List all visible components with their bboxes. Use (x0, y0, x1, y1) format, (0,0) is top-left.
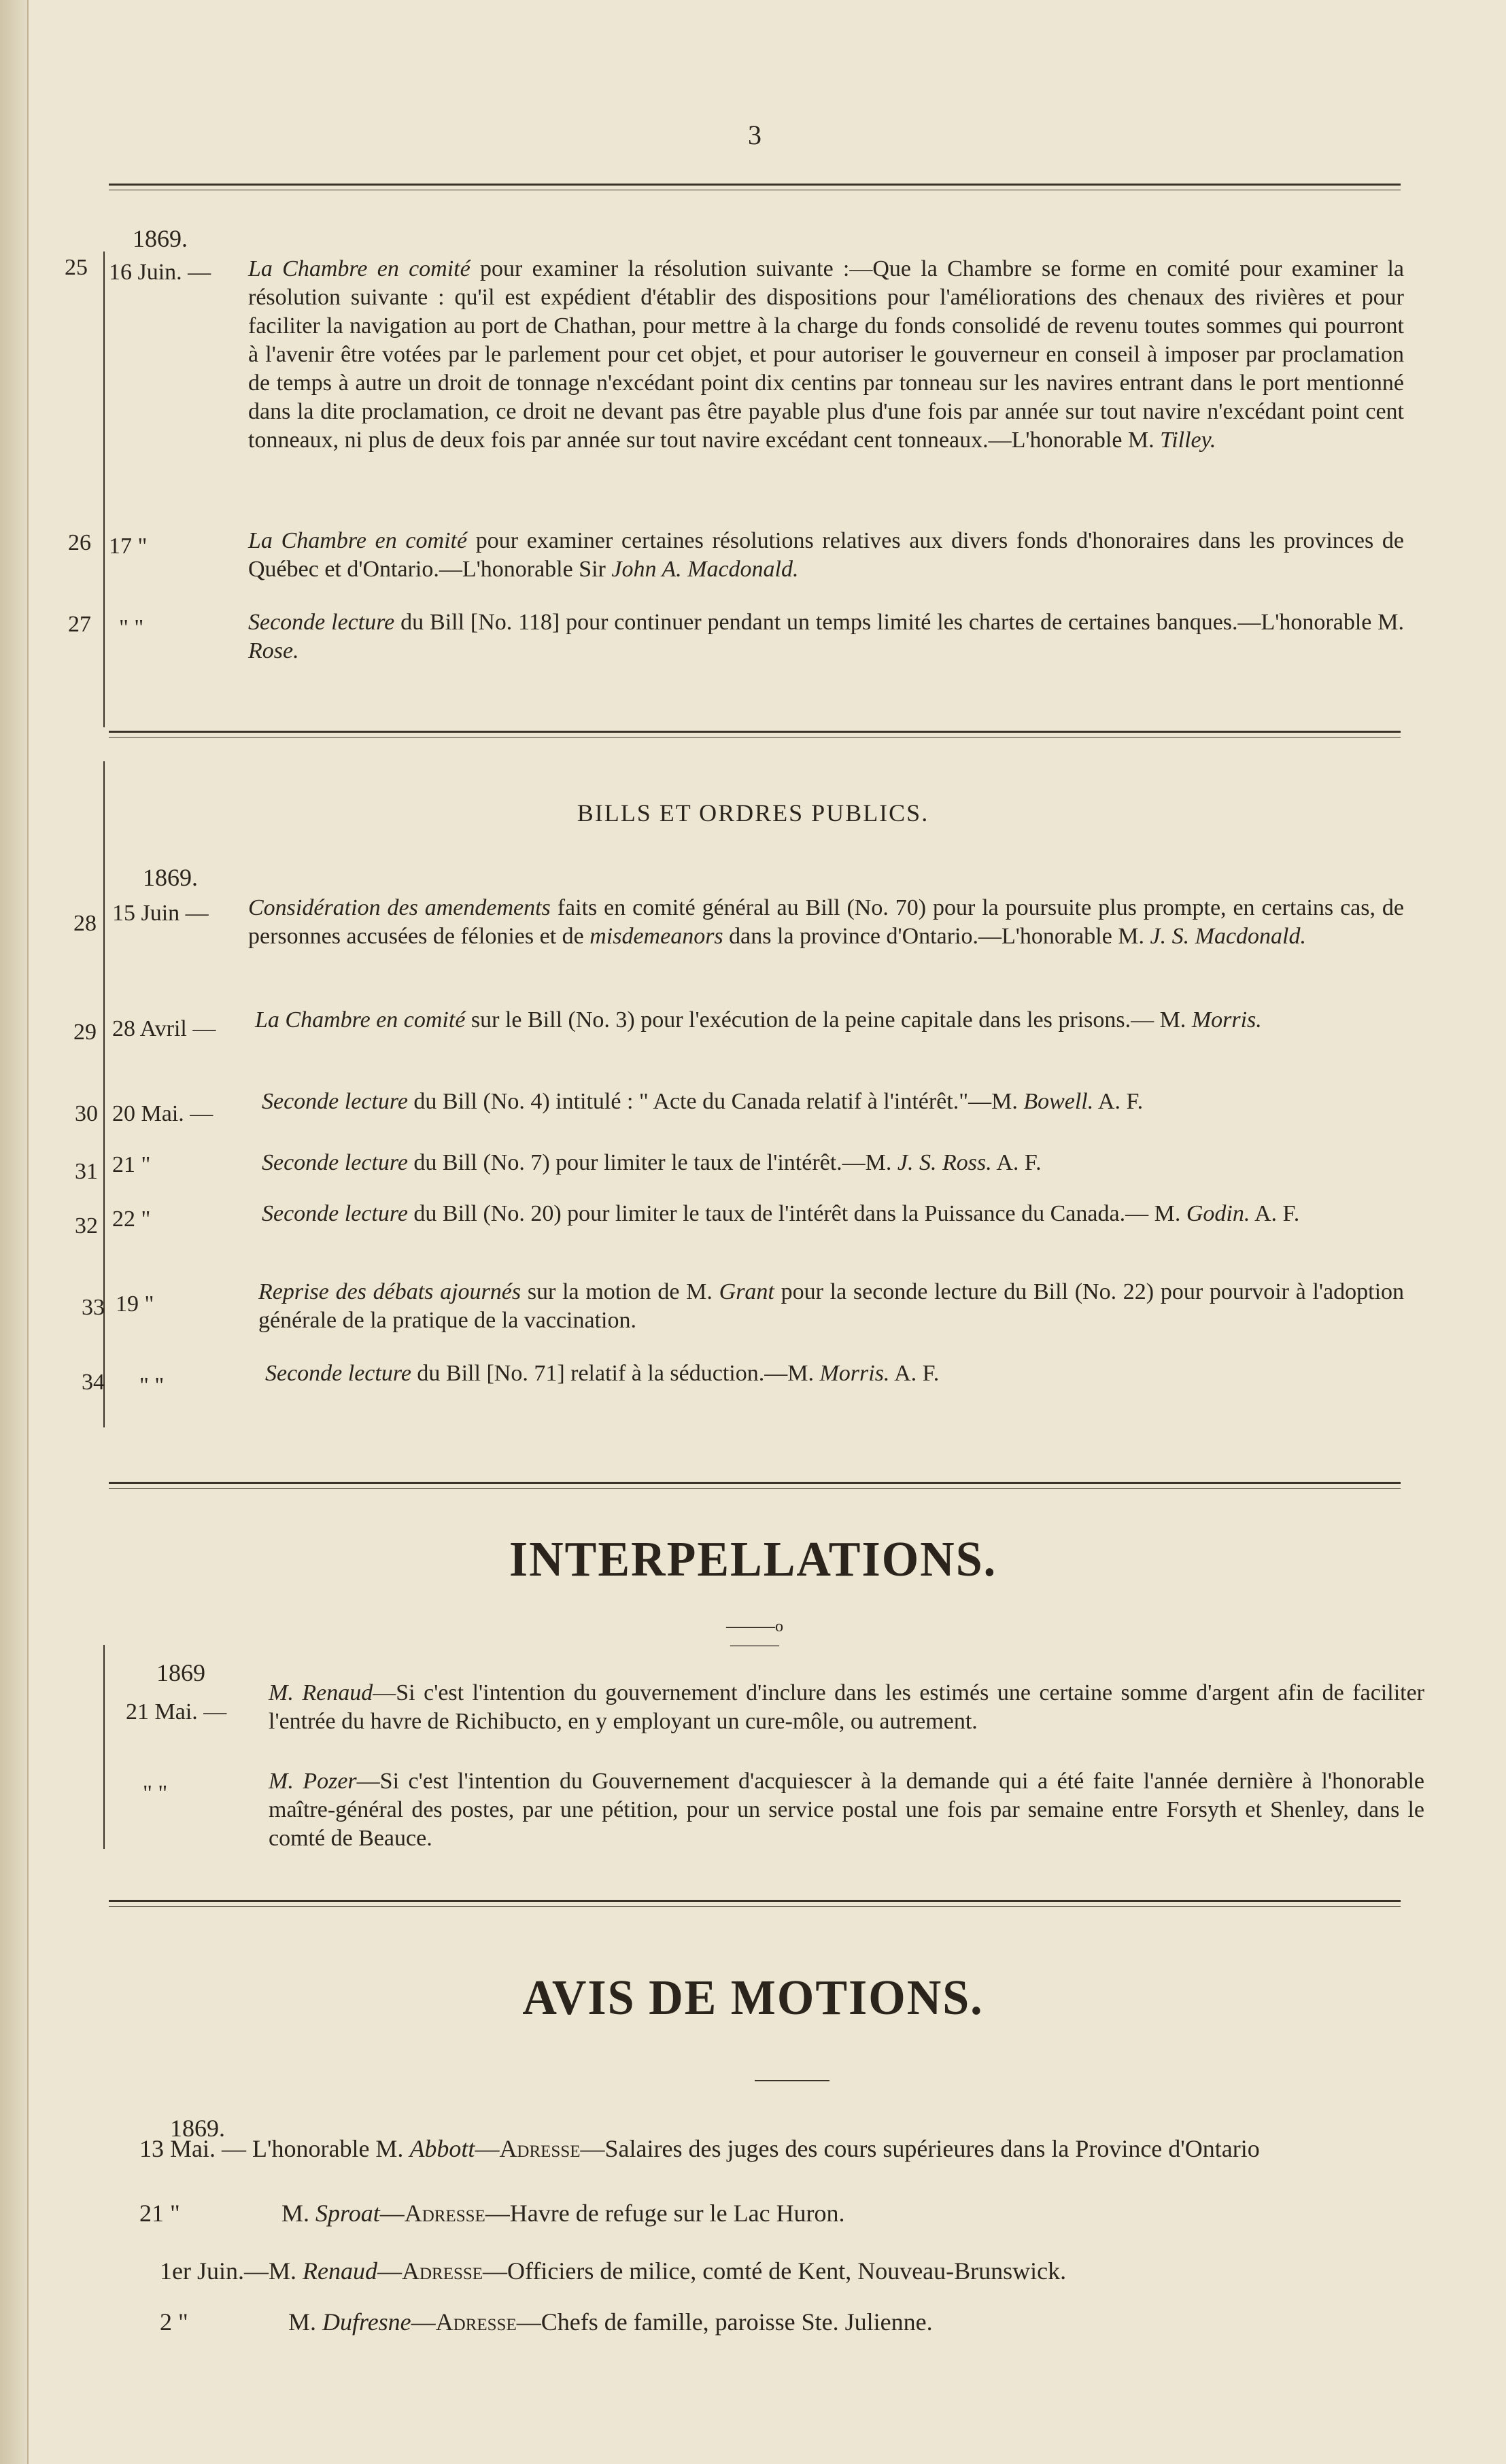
entry-body: Havre de refuge sur le Lac Huron. (509, 2200, 845, 2227)
interpellations-heading: INTERPELLATIONS. (509, 1532, 997, 1587)
entry-member: Godin. (1186, 1201, 1250, 1226)
entry-body: du Bill (No. 7) pour limiter le taux de l'intérêt.—M. (413, 1150, 892, 1175)
entry-title: La Chambre en comité (248, 528, 468, 553)
entry-date: 21 Mai. — (126, 1699, 227, 1724)
entry-prefix: M. (288, 2308, 317, 2336)
entry-suffix: A. F. (1254, 1201, 1300, 1226)
entry-member: John A. Macdonald. (611, 557, 799, 582)
motions-heading: AVIS DE MOTIONS. (522, 1971, 984, 2026)
section-rule (109, 1482, 1401, 1489)
entry-member: Tilley. (1160, 428, 1216, 453)
entry-body: faits en comité général au Bill (No. 70) pour la poursuite plus prompte, en certains cas, de personnes accusées de félonies et de (248, 895, 1404, 949)
entry-date: " " (119, 615, 144, 640)
entry-title: Reprise des débats ajournés (258, 1279, 521, 1304)
page-number: 3 (748, 120, 761, 150)
entry-number: 31 (75, 1159, 98, 1184)
motion-abbott (139, 2134, 1404, 2163)
year-label: 1869 (156, 1659, 205, 1686)
entry-date: 16 Juin. — (109, 260, 211, 285)
entry-number: 30 (75, 1101, 98, 1126)
entry-suffix: A. F. (996, 1150, 1042, 1175)
entry-body: Salaires des juges des cours supérieures dans la Province d'Ontario (604, 2135, 1260, 2162)
entry-kind: —Adresse— (411, 2308, 541, 2336)
entry-prefix: M. (268, 2257, 296, 2285)
entry-member: Dufresne (322, 2308, 411, 2336)
entry-suffix: A. F. (1097, 1089, 1144, 1114)
entry-number: 27 (68, 612, 91, 637)
entry-title: La Chambre en comité (255, 1007, 466, 1033)
entry-date: 21 " (112, 1152, 151, 1177)
year-label: 1869. (143, 864, 198, 891)
entry-kind: —Adresse— (377, 2257, 508, 2285)
entry-text (262, 1200, 1404, 1228)
entry-text (269, 1679, 1424, 1736)
entry-text (248, 527, 1404, 584)
entry-member: J. S. Macdonald. (1150, 924, 1306, 949)
entry-body: du Bill (No. 20) pour limiter le taux de l'intérêt dans la Puissance du Canada.— M. (413, 1201, 1181, 1226)
entry-date: 15 Juin — (112, 901, 209, 926)
entry-date: 22 " (112, 1207, 151, 1232)
entry-body: pour examiner la résolution suivante :—Que la Chambre se forme en comité pour examiner la résolution suivante : qu'il est expédient d'établir des dispositions pour l'améliorations des chenaux des rivières et pour faciliter la navigation au port de Chathan, pour mettre à la charge du fonds consolidé de revenu toutes sommes qui pourront à l'avenir être votées par le parlement pour cet objet, et pour autoriser le gouverneur en conseil à imposer par proclamation de temps à autre un droit de tonnage n'excédant point dix centins par tonneau sur les navires entrant dans le port mentionné dans la dite proclamation, ce droit ne devant pas être payable plus d'une fois par année sur tout navire n'excédant point cent tonneaux, ni plus de deux fois par année sur tout navire excédant cent tonneaux.—L'honorable M. (248, 256, 1405, 453)
entry-body: du Bill (No. 4) intitulé : " Acte du Canada relatif à l'intérêt."—M. (413, 1089, 1018, 1114)
entry-text (248, 608, 1404, 665)
entry-text (255, 1006, 1404, 1035)
entry-body: Chefs de famille, paroisse Ste. Julienne. (541, 2308, 933, 2336)
entry-date: 19 " (116, 1291, 154, 1317)
section-rule (109, 731, 1401, 738)
entry-text (248, 255, 1404, 455)
entry-text (262, 1088, 1404, 1116)
entry-number: 34 (82, 1370, 105, 1395)
entry-italic: misdemeanors (589, 924, 723, 949)
entry-body: sur la motion de M. (527, 1279, 713, 1304)
entry-italic: Grant (719, 1279, 774, 1304)
entry-number: 28 (73, 911, 97, 936)
entry-prefix: M. (281, 2200, 310, 2227)
entry-body: —Si c'est l'intention du Gouvernement d'acquiescer à la demande qui a été faite l'année dernière à l'honorable maître-général des postes, par une pétition, pour un service postal une fois par semaine entre Forsyth et Shenley, dans le comté de Beauce. (269, 1769, 1425, 1851)
entry-body: Officiers de milice, comté de Kent, Nouveau-Brunswick. (507, 2257, 1067, 2285)
entry-number: 32 (75, 1213, 98, 1238)
entry-title: Considération des amendements (248, 895, 551, 920)
entry-member: Morris. (1191, 1007, 1262, 1033)
motion-renaud (160, 2257, 1404, 2285)
entry-kind: —Adresse— (379, 2200, 510, 2227)
bills-heading: BILLS ET ORDRES PUBLICS. (577, 799, 929, 827)
entry-prefix: L'honorable M. (252, 2135, 404, 2162)
entry-date: 1er Juin.— (160, 2257, 269, 2285)
entry-date: " " (143, 1781, 168, 1806)
top-rule (109, 184, 1401, 190)
entry-member: Renaud (303, 2257, 377, 2285)
entry-title: Seconde lecture (262, 1201, 408, 1226)
entry-text (248, 894, 1404, 951)
entry-suffix: A. F. (894, 1361, 940, 1386)
entry-body-cont: pour la seconde lecture du Bill (No. 22) pour pourvoir à l'adoption générale de la pratique de la vaccination. (258, 1279, 1405, 1333)
entry-number: 26 (68, 530, 91, 555)
entry-date: 21 " (139, 2200, 180, 2227)
entry-date: " " (139, 1373, 165, 1398)
entry-member: Abbott (409, 2135, 475, 2162)
entry-title: Seconde lecture (262, 1089, 408, 1114)
entry-body: —Si c'est l'intention du gouvernement d'inclure dans les estimés une certaine somme d'argent afin de faciliter l'entrée du havre de Richibucto, en y employant un cure-môle, ou autrement. (269, 1680, 1424, 1734)
entry-text (258, 1278, 1404, 1335)
entry-title: Seconde lecture (262, 1150, 408, 1175)
entry-member: J. S. Ross. (897, 1150, 992, 1175)
entry-number: 25 (65, 255, 88, 280)
entry-text (269, 1767, 1424, 1853)
entry-body: du Bill [No. 71] relatif à la séduction.—M. (417, 1361, 814, 1386)
entry-member: M. Pozer (269, 1769, 357, 1794)
entry-date: 2 " (160, 2308, 188, 2336)
margin-line (103, 761, 105, 1427)
year-label: 1869. (133, 225, 188, 252)
year-label: 1869. (170, 2115, 225, 2142)
short-rule (755, 2080, 829, 2081)
ornament-divider: ———o——— (726, 1618, 783, 1654)
entry-kind: —Adresse— (475, 2135, 605, 2162)
entry-body: du Bill [No. 118] pour continuer pendant un temps limité les chartes de certaines banques.—L'honorable M. (400, 610, 1404, 635)
motion-sproat (139, 2199, 1404, 2227)
entry-member: Sproat (315, 2200, 380, 2227)
entry-date: 13 Mai. — (139, 2135, 246, 2162)
entry-member: Bowell. (1023, 1089, 1094, 1114)
entry-body: sur le Bill (No. 3) pour l'exécution de la peine capitale dans les prisons.— M. (470, 1007, 1186, 1033)
page-binding-edge (0, 0, 29, 2464)
entry-number: 33 (82, 1295, 105, 1320)
entry-member: M. Renaud (269, 1680, 373, 1705)
entry-title: La Chambre en comité (248, 256, 470, 281)
entry-date: 17 " (109, 534, 148, 559)
section-rule (109, 1900, 1401, 1907)
margin-line (103, 1645, 105, 1849)
entry-member: Morris. (819, 1361, 890, 1386)
entry-title: Seconde lecture (248, 610, 395, 635)
entry-date: 28 Avril — (112, 1016, 216, 1041)
entry-title: Seconde lecture (265, 1361, 411, 1386)
motion-dufresne (160, 2308, 1404, 2336)
entry-date: 20 Mai. — (112, 1101, 213, 1126)
entry-number: 29 (73, 1020, 97, 1045)
entry-text (265, 1359, 1404, 1388)
entry-text (262, 1149, 1404, 1177)
entry-body: pour examiner certaines résolutions relatives aux divers fonds d'honoraires dans les provinces de Québec et d'Ontario.—L'honorable Sir (248, 528, 1405, 582)
entry-body-cont: dans la province d'Ontario.—L'honorable M. (729, 924, 1145, 949)
entry-member: Rose. (248, 638, 299, 663)
margin-line (103, 251, 105, 727)
